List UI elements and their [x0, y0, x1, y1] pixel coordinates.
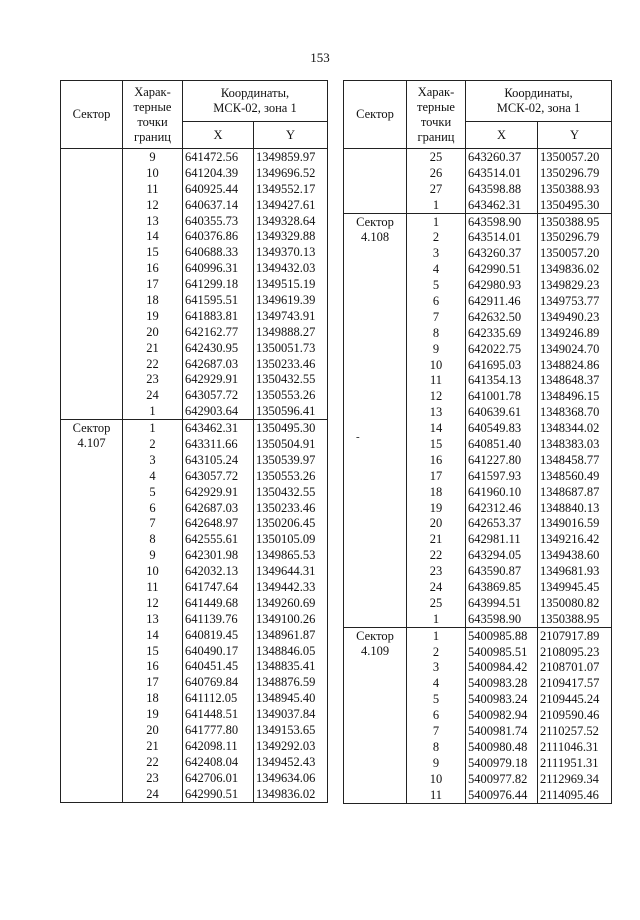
point-number: 1 [407, 213, 466, 229]
coord-x: 5400984.42 [466, 660, 538, 676]
coord-x: 643590.87 [466, 563, 538, 579]
coord-y: 2111046.31 [538, 739, 612, 755]
coord-x: 640355.73 [183, 213, 254, 229]
coord-x: 641695.03 [466, 357, 538, 373]
coord-x: 642098.11 [183, 738, 254, 754]
coord-x: 643598.90 [466, 611, 538, 627]
coord-y: 1349829.23 [538, 277, 612, 293]
point-number: 21 [123, 340, 183, 356]
point-number: 9 [123, 149, 183, 165]
coord-x: 643598.88 [466, 181, 538, 197]
sector-name: Сектор 4.107 [61, 420, 123, 802]
coord-x: 642022.75 [466, 341, 538, 357]
header-points-line1: Харак- [417, 84, 455, 99]
coord-y: 1349696.52 [254, 165, 328, 181]
coord-y: 1348344.02 [538, 420, 612, 436]
coord-y: 1349037.84 [254, 706, 328, 722]
sector-name: Сектор 4.109 [344, 627, 407, 803]
coord-y: 1349370.13 [254, 244, 328, 260]
coord-y: 1349024.70 [538, 341, 612, 357]
point-number: 13 [123, 213, 183, 229]
header-y: Y [254, 122, 328, 149]
header-boundary-points [123, 81, 183, 149]
point-number: 24 [407, 579, 466, 595]
coord-y: 1349432.03 [254, 260, 328, 276]
point-number: 13 [123, 611, 183, 627]
point-number: 2 [123, 436, 183, 452]
coord-x: 642687.03 [183, 356, 254, 372]
table-row [61, 149, 328, 165]
coord-x: 640819.45 [183, 627, 254, 643]
point-number: 17 [123, 674, 183, 690]
coord-y: 1348824.86 [538, 357, 612, 373]
coord-x: 640996.31 [183, 260, 254, 276]
coord-y: 1350553.26 [254, 468, 328, 484]
coord-x: 641960.10 [466, 484, 538, 500]
header-points-line2: терные [133, 99, 172, 114]
table-row [344, 213, 612, 229]
point-number: 22 [407, 547, 466, 563]
header-points-line4: границ [417, 129, 455, 144]
coord-x: 643462.31 [183, 420, 254, 436]
point-number: 12 [123, 595, 183, 611]
point-number: 22 [123, 754, 183, 770]
coord-x: 642903.64 [183, 403, 254, 419]
coord-y: 1350296.79 [538, 229, 612, 245]
table-row [344, 149, 612, 165]
coord-y: 1349753.77 [538, 293, 612, 309]
coord-x: 641354.13 [466, 372, 538, 388]
point-number: 22 [123, 356, 183, 372]
point-number: 10 [407, 771, 466, 787]
coord-x: 5400980.48 [466, 739, 538, 755]
coord-y: 1349442.33 [254, 579, 328, 595]
coord-y: 2111951.31 [538, 755, 612, 771]
coord-x: 642162.77 [183, 324, 254, 340]
coord-y: 1350051.73 [254, 340, 328, 356]
coord-x: 643514.01 [466, 165, 538, 181]
point-number: 17 [123, 276, 183, 292]
coord-x: 640451.45 [183, 659, 254, 675]
coord-y: 1349552.17 [254, 181, 328, 197]
coord-y: 1350388.95 [538, 213, 612, 229]
point-number: 20 [123, 722, 183, 738]
right-table-body [344, 149, 612, 804]
coord-y: 1349292.03 [254, 738, 328, 754]
point-number: 16 [407, 452, 466, 468]
coord-y: 1348368.70 [538, 404, 612, 420]
point-number: 8 [407, 325, 466, 341]
point-number: 13 [407, 404, 466, 420]
page-number: 153 [310, 50, 330, 65]
coord-x: 641595.51 [183, 292, 254, 308]
coord-y: 1348846.05 [254, 643, 328, 659]
coord-x: 642911.46 [466, 293, 538, 309]
coord-x: 642981.11 [466, 531, 538, 547]
coord-y: 2107917.89 [538, 627, 612, 643]
coord-x: 640851.40 [466, 436, 538, 452]
header-points-line4: границ [134, 129, 171, 144]
point-number: 21 [123, 738, 183, 754]
coord-y: 1349619.39 [254, 292, 328, 308]
coord-y: 1349246.89 [538, 325, 612, 341]
coord-x: 640688.33 [183, 244, 254, 260]
coord-y: 1349681.93 [538, 563, 612, 579]
coord-y: 1349427.61 [254, 197, 328, 213]
coord-y: 1348835.41 [254, 659, 328, 675]
point-number: 16 [123, 659, 183, 675]
coord-x: 642706.01 [183, 770, 254, 786]
coord-x: 643462.31 [466, 197, 538, 213]
point-number: 6 [407, 707, 466, 723]
coord-y: 1349836.02 [538, 261, 612, 277]
coord-y: 1349634.06 [254, 770, 328, 786]
coordinates-table-left [60, 80, 328, 803]
header-x: X [183, 122, 254, 149]
point-number: 2 [407, 644, 466, 660]
coord-y: 1349260.69 [254, 595, 328, 611]
point-number: 18 [123, 690, 183, 706]
coord-y: 1349859.97 [254, 149, 328, 165]
coord-y: 1348961.87 [254, 627, 328, 643]
coord-y: 1350495.30 [254, 420, 328, 436]
coord-x: 642312.46 [466, 500, 538, 516]
coord-x: 642990.51 [466, 261, 538, 277]
coord-x: 641299.18 [183, 276, 254, 292]
header-boundary-points [407, 81, 466, 149]
coord-y: 1349945.45 [538, 579, 612, 595]
coord-y: 1348648.37 [538, 372, 612, 388]
coord-x: 5400983.28 [466, 675, 538, 691]
coord-x: 642990.51 [183, 786, 254, 802]
coord-y: 1350432.55 [254, 484, 328, 500]
coord-x: 642687.03 [183, 500, 254, 516]
point-number: 24 [123, 387, 183, 403]
point-number: 1 [407, 611, 466, 627]
header-y: Y [538, 122, 612, 149]
coord-x: 641227.80 [466, 452, 538, 468]
coord-x: 642929.91 [183, 371, 254, 387]
point-number: 19 [123, 308, 183, 324]
header-coords-line2: МСК-02, зона 1 [213, 101, 297, 115]
coord-x: 641883.81 [183, 308, 254, 324]
table-row [61, 420, 328, 436]
coord-y: 2114095.46 [538, 787, 612, 803]
coord-y: 1349328.64 [254, 213, 328, 229]
point-number: 7 [407, 723, 466, 739]
coord-y: 2108701.07 [538, 660, 612, 676]
header-sector: Сектор [344, 81, 407, 149]
point-number: 23 [407, 563, 466, 579]
coord-y: 1350057.20 [538, 149, 612, 165]
coord-y: 1349438.60 [538, 547, 612, 563]
coord-x: 643514.01 [466, 229, 538, 245]
header-sector: Сектор [61, 81, 123, 149]
coord-y: 1349644.31 [254, 563, 328, 579]
point-number: 16 [123, 260, 183, 276]
point-number: 11 [123, 181, 183, 197]
coord-y: 1349490.23 [538, 309, 612, 325]
table-row [344, 627, 612, 643]
coord-x: 5400979.18 [466, 755, 538, 771]
point-number: 25 [407, 595, 466, 611]
point-number: 11 [407, 372, 466, 388]
point-number: 26 [407, 165, 466, 181]
coord-y: 1349016.59 [538, 515, 612, 531]
point-number: 19 [123, 706, 183, 722]
stray-mark: - [356, 431, 360, 443]
point-number: 14 [123, 228, 183, 244]
header-points-line3: точки [420, 114, 452, 129]
point-number: 4 [123, 468, 183, 484]
header-points-line1: Харак- [134, 84, 171, 99]
header-coords-line1: Координаты, [220, 86, 290, 100]
coord-y: 2108095.23 [538, 644, 612, 660]
point-number: 10 [123, 165, 183, 181]
point-number: 25 [407, 149, 466, 165]
coord-y: 1350057.20 [538, 245, 612, 261]
point-number: 1 [407, 197, 466, 213]
point-number: 20 [123, 324, 183, 340]
point-number: 12 [123, 197, 183, 213]
coord-x: 642555.61 [183, 531, 254, 547]
point-number: 9 [407, 341, 466, 357]
coord-y: 2109590.46 [538, 707, 612, 723]
coord-y: 1349100.26 [254, 611, 328, 627]
coord-y: 1350388.95 [538, 611, 612, 627]
point-number: 24 [123, 786, 183, 802]
coord-x: 5400982.94 [466, 707, 538, 723]
coord-y: 1350080.82 [538, 595, 612, 611]
point-number: 17 [407, 468, 466, 484]
sector-name [61, 149, 123, 420]
coord-y: 1350233.46 [254, 500, 328, 516]
coord-y: 1349153.65 [254, 722, 328, 738]
point-number: 12 [407, 388, 466, 404]
point-number: 21 [407, 531, 466, 547]
coord-x: 640490.17 [183, 643, 254, 659]
point-number: 11 [407, 787, 466, 803]
point-number: 7 [123, 515, 183, 531]
sector-name: Сектор 4.108 [344, 213, 407, 627]
coord-y: 1350206.45 [254, 515, 328, 531]
coord-x: 643598.90 [466, 213, 538, 229]
point-number: 15 [123, 643, 183, 659]
point-number: 2 [407, 229, 466, 245]
coord-x: 641472.56 [183, 149, 254, 165]
coord-x: 642430.95 [183, 340, 254, 356]
point-number: 9 [407, 755, 466, 771]
coord-x: 643105.24 [183, 452, 254, 468]
header-x: X [466, 122, 538, 149]
point-number: 15 [123, 244, 183, 260]
coord-x: 642980.93 [466, 277, 538, 293]
coord-y: 1349216.42 [538, 531, 612, 547]
coord-y: 1349452.43 [254, 754, 328, 770]
left-table-body [61, 149, 328, 803]
point-number: 4 [407, 261, 466, 277]
coord-y: 1350553.26 [254, 387, 328, 403]
point-number: 14 [123, 627, 183, 643]
coord-x: 642032.13 [183, 563, 254, 579]
point-number: 11 [123, 579, 183, 595]
coord-x: 643260.37 [466, 245, 538, 261]
coord-y: 1349743.91 [254, 308, 328, 324]
coord-x: 5400981.74 [466, 723, 538, 739]
coord-x: 5400983.24 [466, 691, 538, 707]
coord-x: 641777.80 [183, 722, 254, 738]
coord-x: 5400985.51 [466, 644, 538, 660]
coord-x: 640637.14 [183, 197, 254, 213]
coord-x: 640769.84 [183, 674, 254, 690]
coord-x: 641448.51 [183, 706, 254, 722]
point-number: 3 [407, 660, 466, 676]
coord-y: 1349515.19 [254, 276, 328, 292]
coord-x: 640549.83 [466, 420, 538, 436]
coord-y: 1350233.46 [254, 356, 328, 372]
coord-x: 5400976.44 [466, 787, 538, 803]
point-number: 1 [123, 420, 183, 436]
coord-x: 643294.05 [466, 547, 538, 563]
coord-x: 642648.97 [183, 515, 254, 531]
coord-x: 5400985.88 [466, 627, 538, 643]
coord-y: 1348840.13 [538, 500, 612, 516]
point-number: 18 [407, 484, 466, 500]
coord-y: 1348560.49 [538, 468, 612, 484]
point-number: 1 [123, 403, 183, 419]
coord-y: 1349329.88 [254, 228, 328, 244]
point-number: 6 [123, 500, 183, 516]
point-number: 23 [123, 371, 183, 387]
coord-x: 5400977.82 [466, 771, 538, 787]
coord-y: 1349836.02 [254, 786, 328, 802]
coord-x: 643994.51 [466, 595, 538, 611]
header-coords-line2: МСК-02, зона 1 [496, 101, 581, 115]
coord-x: 642408.04 [183, 754, 254, 770]
coord-x: 641747.64 [183, 579, 254, 595]
coord-y: 1348496.15 [538, 388, 612, 404]
coord-y: 1348383.03 [538, 436, 612, 452]
point-number: 14 [407, 420, 466, 436]
coord-x: 641597.93 [466, 468, 538, 484]
coord-x: 642653.37 [466, 515, 538, 531]
point-number: 8 [407, 739, 466, 755]
point-number: 18 [123, 292, 183, 308]
coord-y: 1349865.53 [254, 547, 328, 563]
coord-x: 643869.85 [466, 579, 538, 595]
coord-y: 1350296.79 [538, 165, 612, 181]
point-number: 9 [123, 547, 183, 563]
coord-y: 2109445.24 [538, 691, 612, 707]
coord-y: 1350495.30 [538, 197, 612, 213]
point-number: 3 [123, 452, 183, 468]
coord-x: 640376.86 [183, 228, 254, 244]
point-number: 23 [123, 770, 183, 786]
coord-y: 1349888.27 [254, 324, 328, 340]
coord-y: 1348458.77 [538, 452, 612, 468]
coord-y: 1350539.97 [254, 452, 328, 468]
header-coordinates [466, 81, 612, 122]
coord-x: 643260.37 [466, 149, 538, 165]
point-number: 10 [123, 563, 183, 579]
coord-x: 640639.61 [466, 404, 538, 420]
coord-y: 1350504.91 [254, 436, 328, 452]
header-coords-line1: Координаты, [504, 86, 573, 100]
point-number: 20 [407, 515, 466, 531]
point-number: 10 [407, 357, 466, 373]
coordinates-table-right [343, 80, 612, 804]
point-number: 6 [407, 293, 466, 309]
coord-y: 1350105.09 [254, 531, 328, 547]
coord-y: 1350388.93 [538, 181, 612, 197]
point-number: 1 [407, 627, 466, 643]
coord-x: 643311.66 [183, 436, 254, 452]
coord-x: 643057.72 [183, 468, 254, 484]
point-number: 8 [123, 531, 183, 547]
point-number: 5 [123, 484, 183, 500]
point-number: 19 [407, 500, 466, 516]
point-number: 5 [407, 691, 466, 707]
coord-y: 1348876.59 [254, 674, 328, 690]
coord-x: 640925.44 [183, 181, 254, 197]
point-number: 15 [407, 436, 466, 452]
coord-x: 643057.72 [183, 387, 254, 403]
point-number: 5 [407, 277, 466, 293]
coord-y: 2109417.57 [538, 675, 612, 691]
coord-x: 642335.69 [466, 325, 538, 341]
header-coordinates [183, 81, 328, 122]
coord-x: 642632.50 [466, 309, 538, 325]
coord-y: 1350432.55 [254, 371, 328, 387]
point-number: 7 [407, 309, 466, 325]
coord-y: 2110257.52 [538, 723, 612, 739]
point-number: 27 [407, 181, 466, 197]
sector-name [344, 149, 407, 214]
header-points-line3: точки [137, 114, 168, 129]
coord-x: 641139.76 [183, 611, 254, 627]
point-number: 4 [407, 675, 466, 691]
coord-x: 641204.39 [183, 165, 254, 181]
coord-y: 1348945.40 [254, 690, 328, 706]
coord-x: 641001.78 [466, 388, 538, 404]
coord-y: 1348687.87 [538, 484, 612, 500]
coord-x: 641449.68 [183, 595, 254, 611]
coord-x: 641112.05 [183, 690, 254, 706]
coord-x: 642929.91 [183, 484, 254, 500]
header-points-line2: терные [417, 99, 455, 114]
coord-y: 2112969.34 [538, 771, 612, 787]
coord-y: 1350596.41 [254, 403, 328, 419]
point-number: 3 [407, 245, 466, 261]
coord-x: 642301.98 [183, 547, 254, 563]
